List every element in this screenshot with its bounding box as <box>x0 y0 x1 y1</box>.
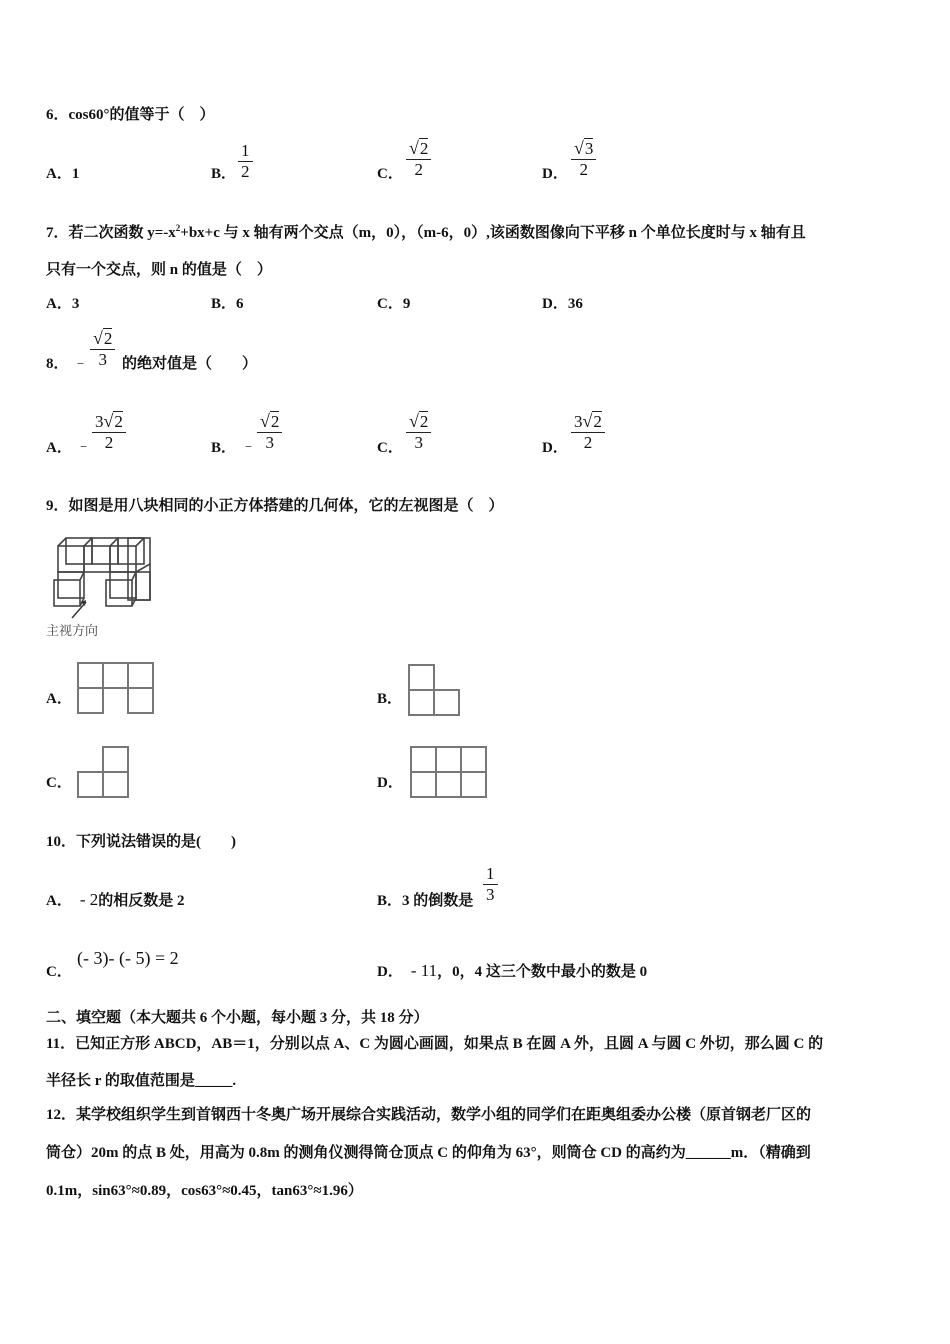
q7-option-d[interactable] <box>542 292 583 313</box>
radicand: 2 <box>593 412 602 431</box>
sqrt-icon: √2 <box>260 411 280 431</box>
radicand: 2 <box>114 412 123 431</box>
option-letter: A． <box>46 166 72 182</box>
q6-stem: 6．cos60°的值等于（ ） <box>46 107 215 123</box>
radicand: 2 <box>103 329 113 348</box>
numerator: 1 <box>486 864 495 883</box>
q7-option-a[interactable] <box>46 292 79 313</box>
q9-option-a-view[interactable] <box>77 662 156 714</box>
q7-line2: 只有一个交点，则 n 的值是（ ） <box>46 262 272 278</box>
q8-option-d-letter[interactable]: D． <box>542 440 568 456</box>
q10-option-c-math: (- 3)- (- 5) = 2 <box>77 948 179 968</box>
sqrt-icon: √3 <box>574 138 594 158</box>
denominator: 3 <box>414 433 423 452</box>
denominator: 2 <box>579 160 588 179</box>
section-2-heading: 二、填空题（本大题共 6 个小题，每小题 3 分，共 18 分） <box>46 1010 429 1026</box>
q8-option-a-letter[interactable]: A． <box>46 440 72 456</box>
q8-fraction <box>90 328 115 370</box>
q10-option-a[interactable] <box>46 889 185 910</box>
q10-option-c-letter[interactable]: C． <box>46 964 72 980</box>
q6-option-a[interactable] <box>46 162 79 183</box>
q10-option-b[interactable] <box>377 889 473 910</box>
denominator: 2 <box>583 433 593 452</box>
q9-option-b-letter[interactable]: B． <box>377 691 403 707</box>
q8-option-a-sign: ﹣ <box>76 438 92 454</box>
q9-option-c-letter[interactable]: C． <box>46 775 72 791</box>
option-math: - 11 <box>410 961 438 980</box>
option-letter: B． <box>377 893 403 909</box>
q6-option-b-fraction <box>238 141 253 182</box>
option-letter: D． <box>377 964 403 980</box>
sqrt-icon: √2 <box>93 328 113 348</box>
q7-line1-part-b: +bx+c 与 x 轴有两个交点（m，0），（m-6，0）,该函数图像向下平移 n 个单位长度时与 x 轴有且 <box>180 225 806 241</box>
coefficient: 3 <box>574 412 583 431</box>
q8-option-d-fraction <box>571 411 605 453</box>
q9-option-c-view[interactable] <box>77 746 131 799</box>
q10-option-b-fraction <box>483 864 498 905</box>
figure-label: 主视方向 <box>46 623 99 638</box>
q12-line2: 筒仓）20m 的点 B 处，用高为 0.8m 的测角仪测得筒仓顶点 C 的仰角为 63°，则筒仓 CD 的高约为______m．（精确到 <box>46 1145 811 1161</box>
q7-option-c[interactable] <box>377 292 410 313</box>
option-letter: A． <box>46 893 72 909</box>
denominator: 3 <box>265 433 274 452</box>
option-text: 3 的倒数是 <box>402 893 474 909</box>
q7-option-b[interactable] <box>211 292 244 313</box>
option-value: 36 <box>567 296 583 312</box>
superscript: 2 <box>175 223 181 233</box>
q7-line1-part-a: 7．若二次函数 y=-x <box>46 225 176 241</box>
denominator: 2 <box>414 160 423 179</box>
sqrt-icon: √2 <box>582 411 602 431</box>
q8-suffix: 的绝对值是（ ） <box>122 356 258 372</box>
coefficient: 3 <box>95 412 104 431</box>
option-letter: C． <box>377 296 403 312</box>
option-text: ，0，4 这三个数中最小的数是 0 <box>437 964 648 980</box>
option-math: - 2 <box>79 890 99 909</box>
q9-option-d-letter[interactable]: D． <box>377 775 403 791</box>
q8-option-b-letter[interactable]: B． <box>211 440 237 456</box>
q8-option-a-fraction <box>92 411 126 453</box>
q9-option-a-letter[interactable]: A． <box>46 691 72 707</box>
option-text: 的相反数是 2 <box>98 893 185 909</box>
radicand: 3 <box>584 139 594 158</box>
q8-option-b-fraction <box>257 411 282 453</box>
radicand: 2 <box>270 412 280 431</box>
q12-line1: 12．某学校组织学生到首钢西十冬奥广场开展综合实践活动，数学小组的同学们在距奥组委办公楼（原首钢老厂区的 <box>46 1107 812 1123</box>
q7-line1 <box>46 221 806 242</box>
q11-line2: 半径长 r 的取值范围是_____. <box>46 1073 237 1089</box>
option-letter: A． <box>46 296 72 312</box>
denominator: 3 <box>486 885 495 904</box>
denominator: 2 <box>104 433 114 452</box>
sqrt-icon: √2 <box>409 411 429 431</box>
q9-option-b-view[interactable] <box>408 664 462 717</box>
q10-stem: 10．下列说法错误的是( ) <box>46 834 236 850</box>
q6-option-b-letter[interactable]: B． <box>211 166 237 182</box>
q6-option-c-fraction <box>406 138 431 180</box>
q12-line3: 0.1m，sin63°≈0.89，cos63°≈0.45，tan63°≈1.96） <box>46 1183 363 1199</box>
radicand: 2 <box>419 139 429 158</box>
option-letter: B． <box>211 296 237 312</box>
q10-option-d[interactable] <box>377 960 647 981</box>
q9-stem: 9．如图是用八块相同的小正方体搭建的几何体，它的左视图是（ ） <box>46 498 504 514</box>
option-value: 1 <box>71 166 80 182</box>
denominator: 2 <box>241 162 250 181</box>
sqrt-icon: √2 <box>103 411 123 431</box>
radicand: 2 <box>419 412 429 431</box>
q6-option-c-letter[interactable]: C． <box>377 166 403 182</box>
q11-line1: 11．已知正方形 ABCD，AB＝1，分别以点 A、C 为圆心画圆，如果点 B 在圆 A 外，且圆 A 与圆 C 外切，那么圆 C 的 <box>46 1036 824 1052</box>
option-value: 6 <box>236 296 244 312</box>
option-value: 9 <box>402 296 411 312</box>
numerator: 1 <box>241 141 250 160</box>
option-value: 3 <box>71 296 80 312</box>
q8-option-c-fraction <box>406 411 431 453</box>
q8-option-b-sign: ﹣ <box>241 438 257 454</box>
q6-option-d-letter[interactable]: D． <box>542 166 568 182</box>
q9-option-d-view[interactable] <box>410 746 489 799</box>
q6-option-d-fraction <box>571 138 596 180</box>
q8-prefix: 8． <box>46 356 69 372</box>
q8-option-c-letter[interactable]: C． <box>377 440 403 456</box>
q8-minus-sign: ﹣ <box>73 355 89 371</box>
option-letter: D． <box>542 296 568 312</box>
sqrt-icon: √2 <box>409 138 429 158</box>
denominator: 3 <box>98 350 107 369</box>
